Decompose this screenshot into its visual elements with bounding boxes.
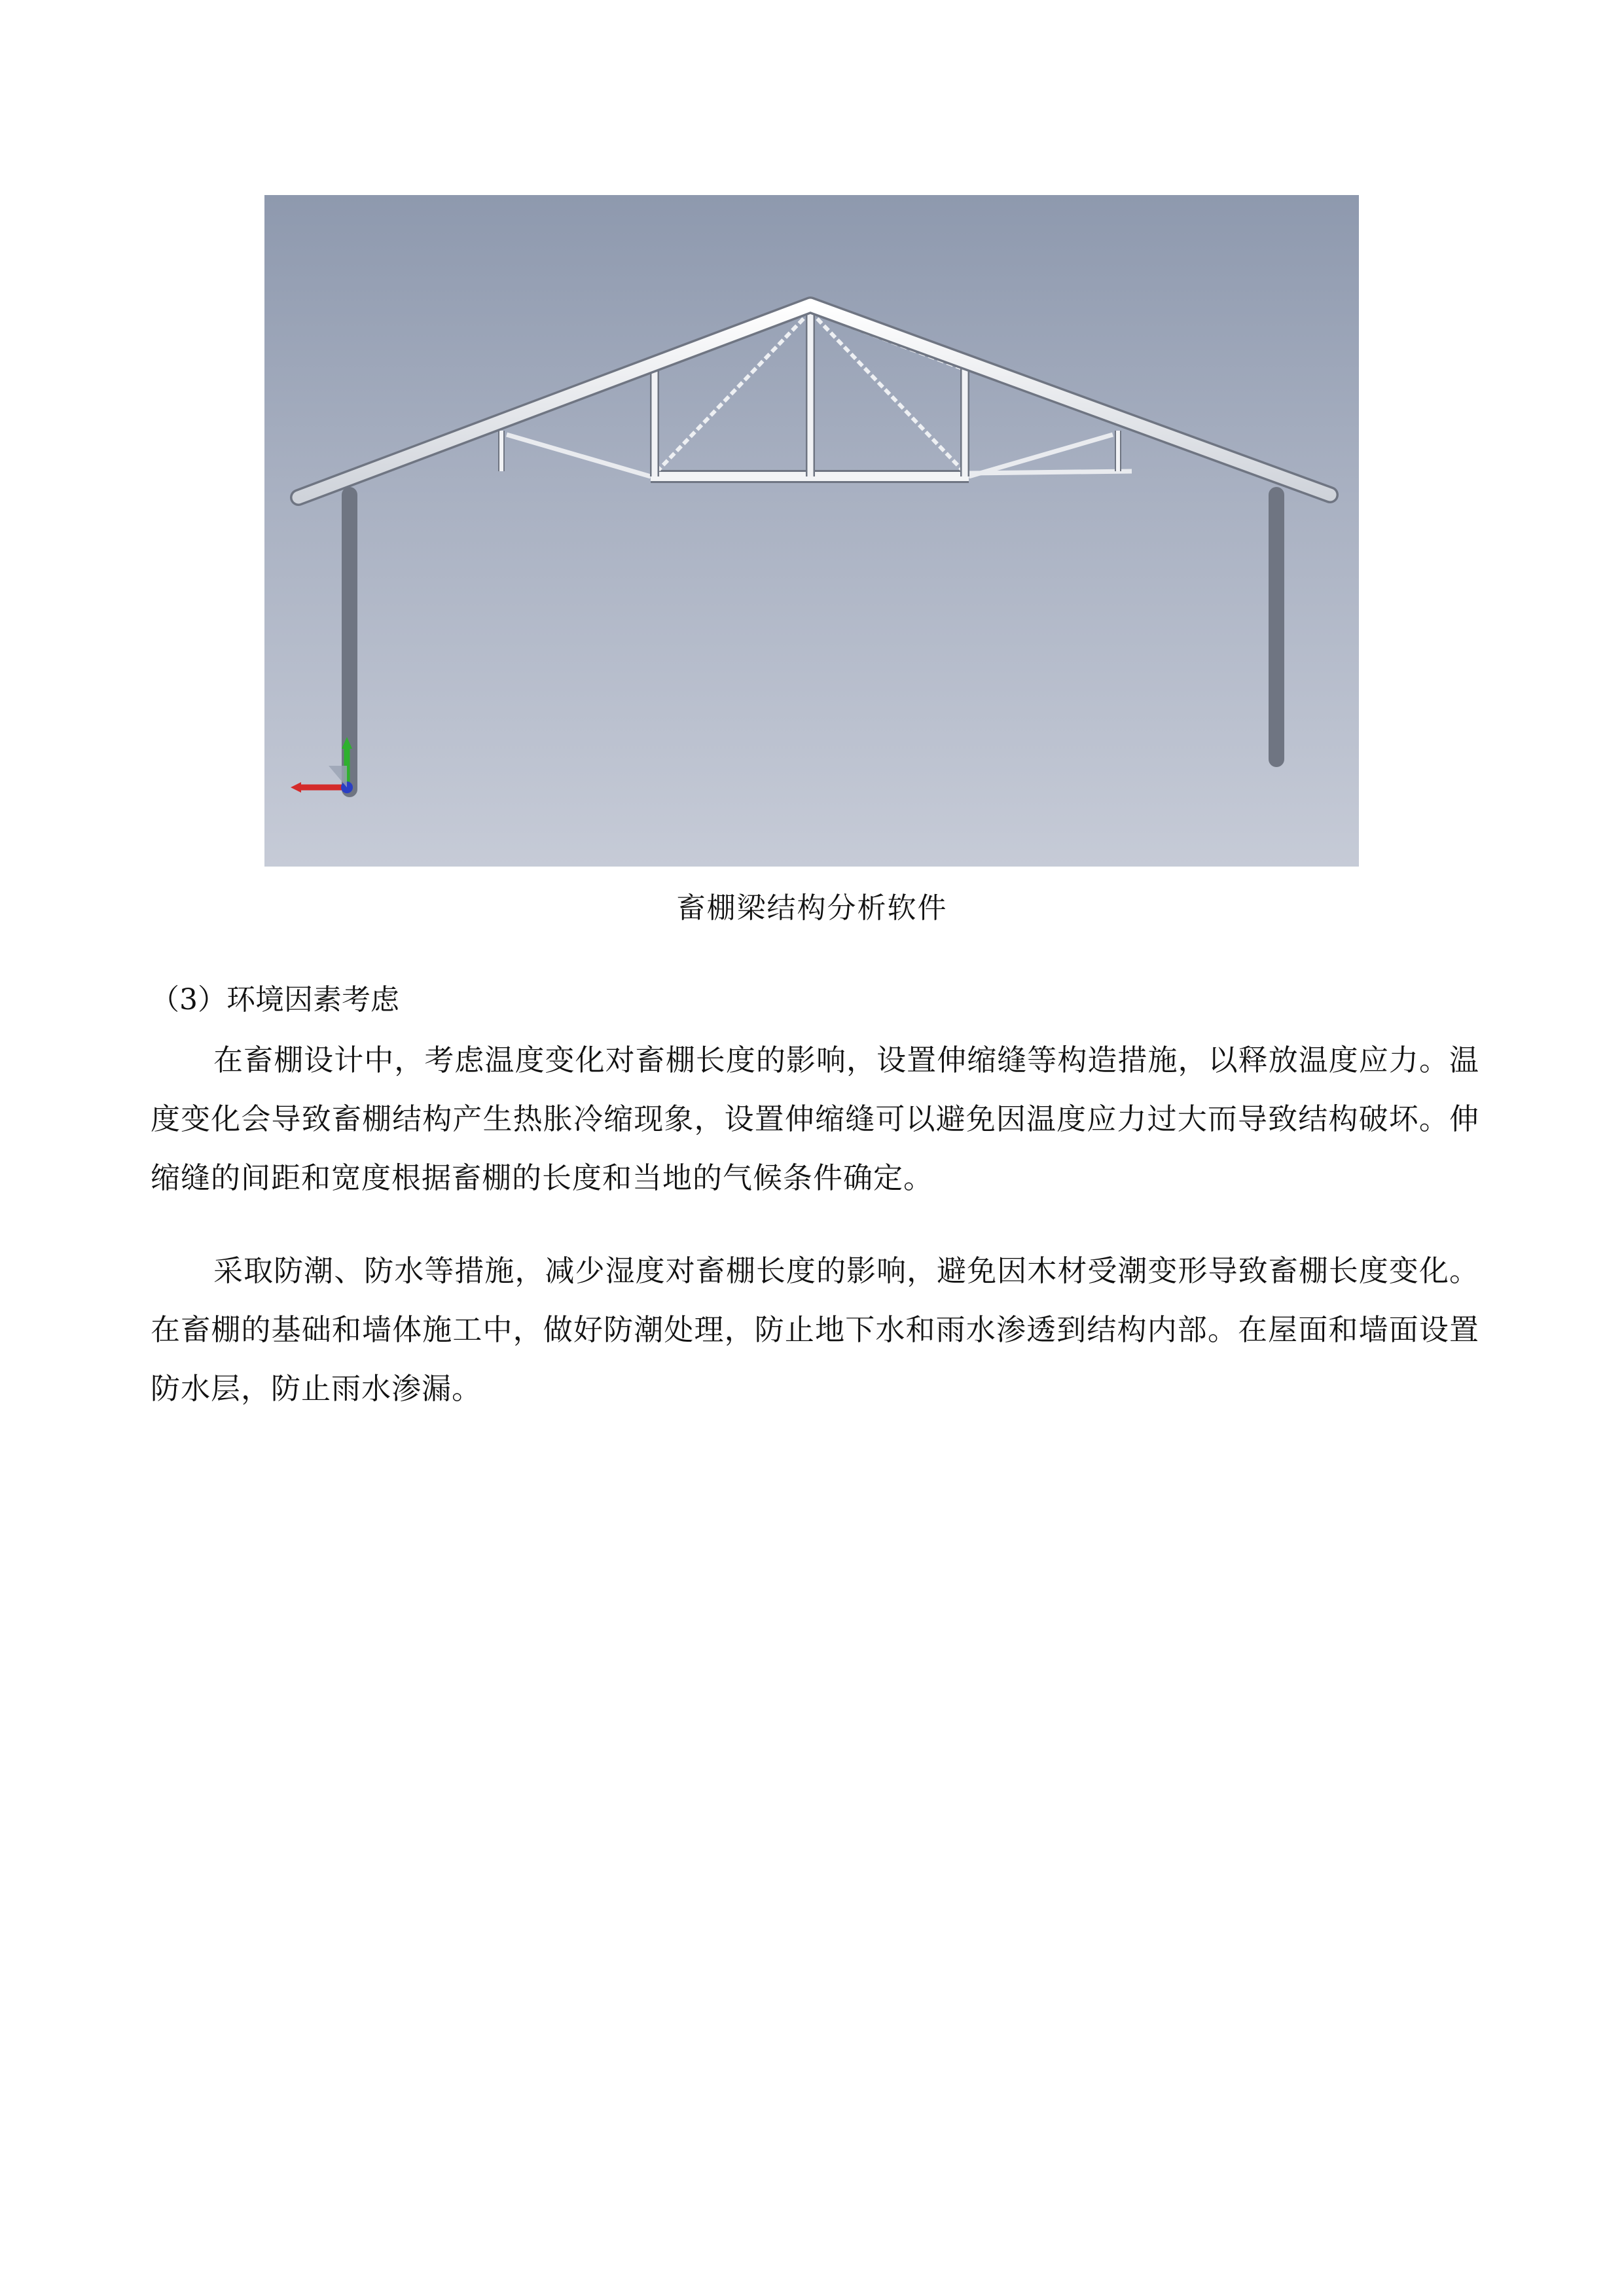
truss-model-drawing [264,195,1359,867]
figure-caption: 畜棚梁结构分析软件 [676,891,948,925]
section-heading: （3）环境因素考虑 [151,983,399,1016]
paragraph-moisture: 采取防潮、防水等措施，减少湿度对畜棚长度的影响，避免因木材受潮变形导致畜棚长度变化。在畜棚的基础和墙体施工中，做好防潮处理，防止地下水和雨水渗透到结构内部。在屋面和墙面设置防水层，防止雨水渗漏。 [151,1253,1479,1406]
paragraph-temperature: 在畜棚设计中，考虑温度变化对畜棚长度的影响，设置伸缩缝等构造措施，以释放温度应力。温度变化会导致畜棚结构产生热胀冷缩现象，设置伸缩缝可以避免因温度应力过大而导致结构破坏。伸缩缝的间距和宽度根据畜棚的长度和当地的气候条件确定。 [151,1043,1479,1195]
truss-model-figure [264,195,1359,867]
